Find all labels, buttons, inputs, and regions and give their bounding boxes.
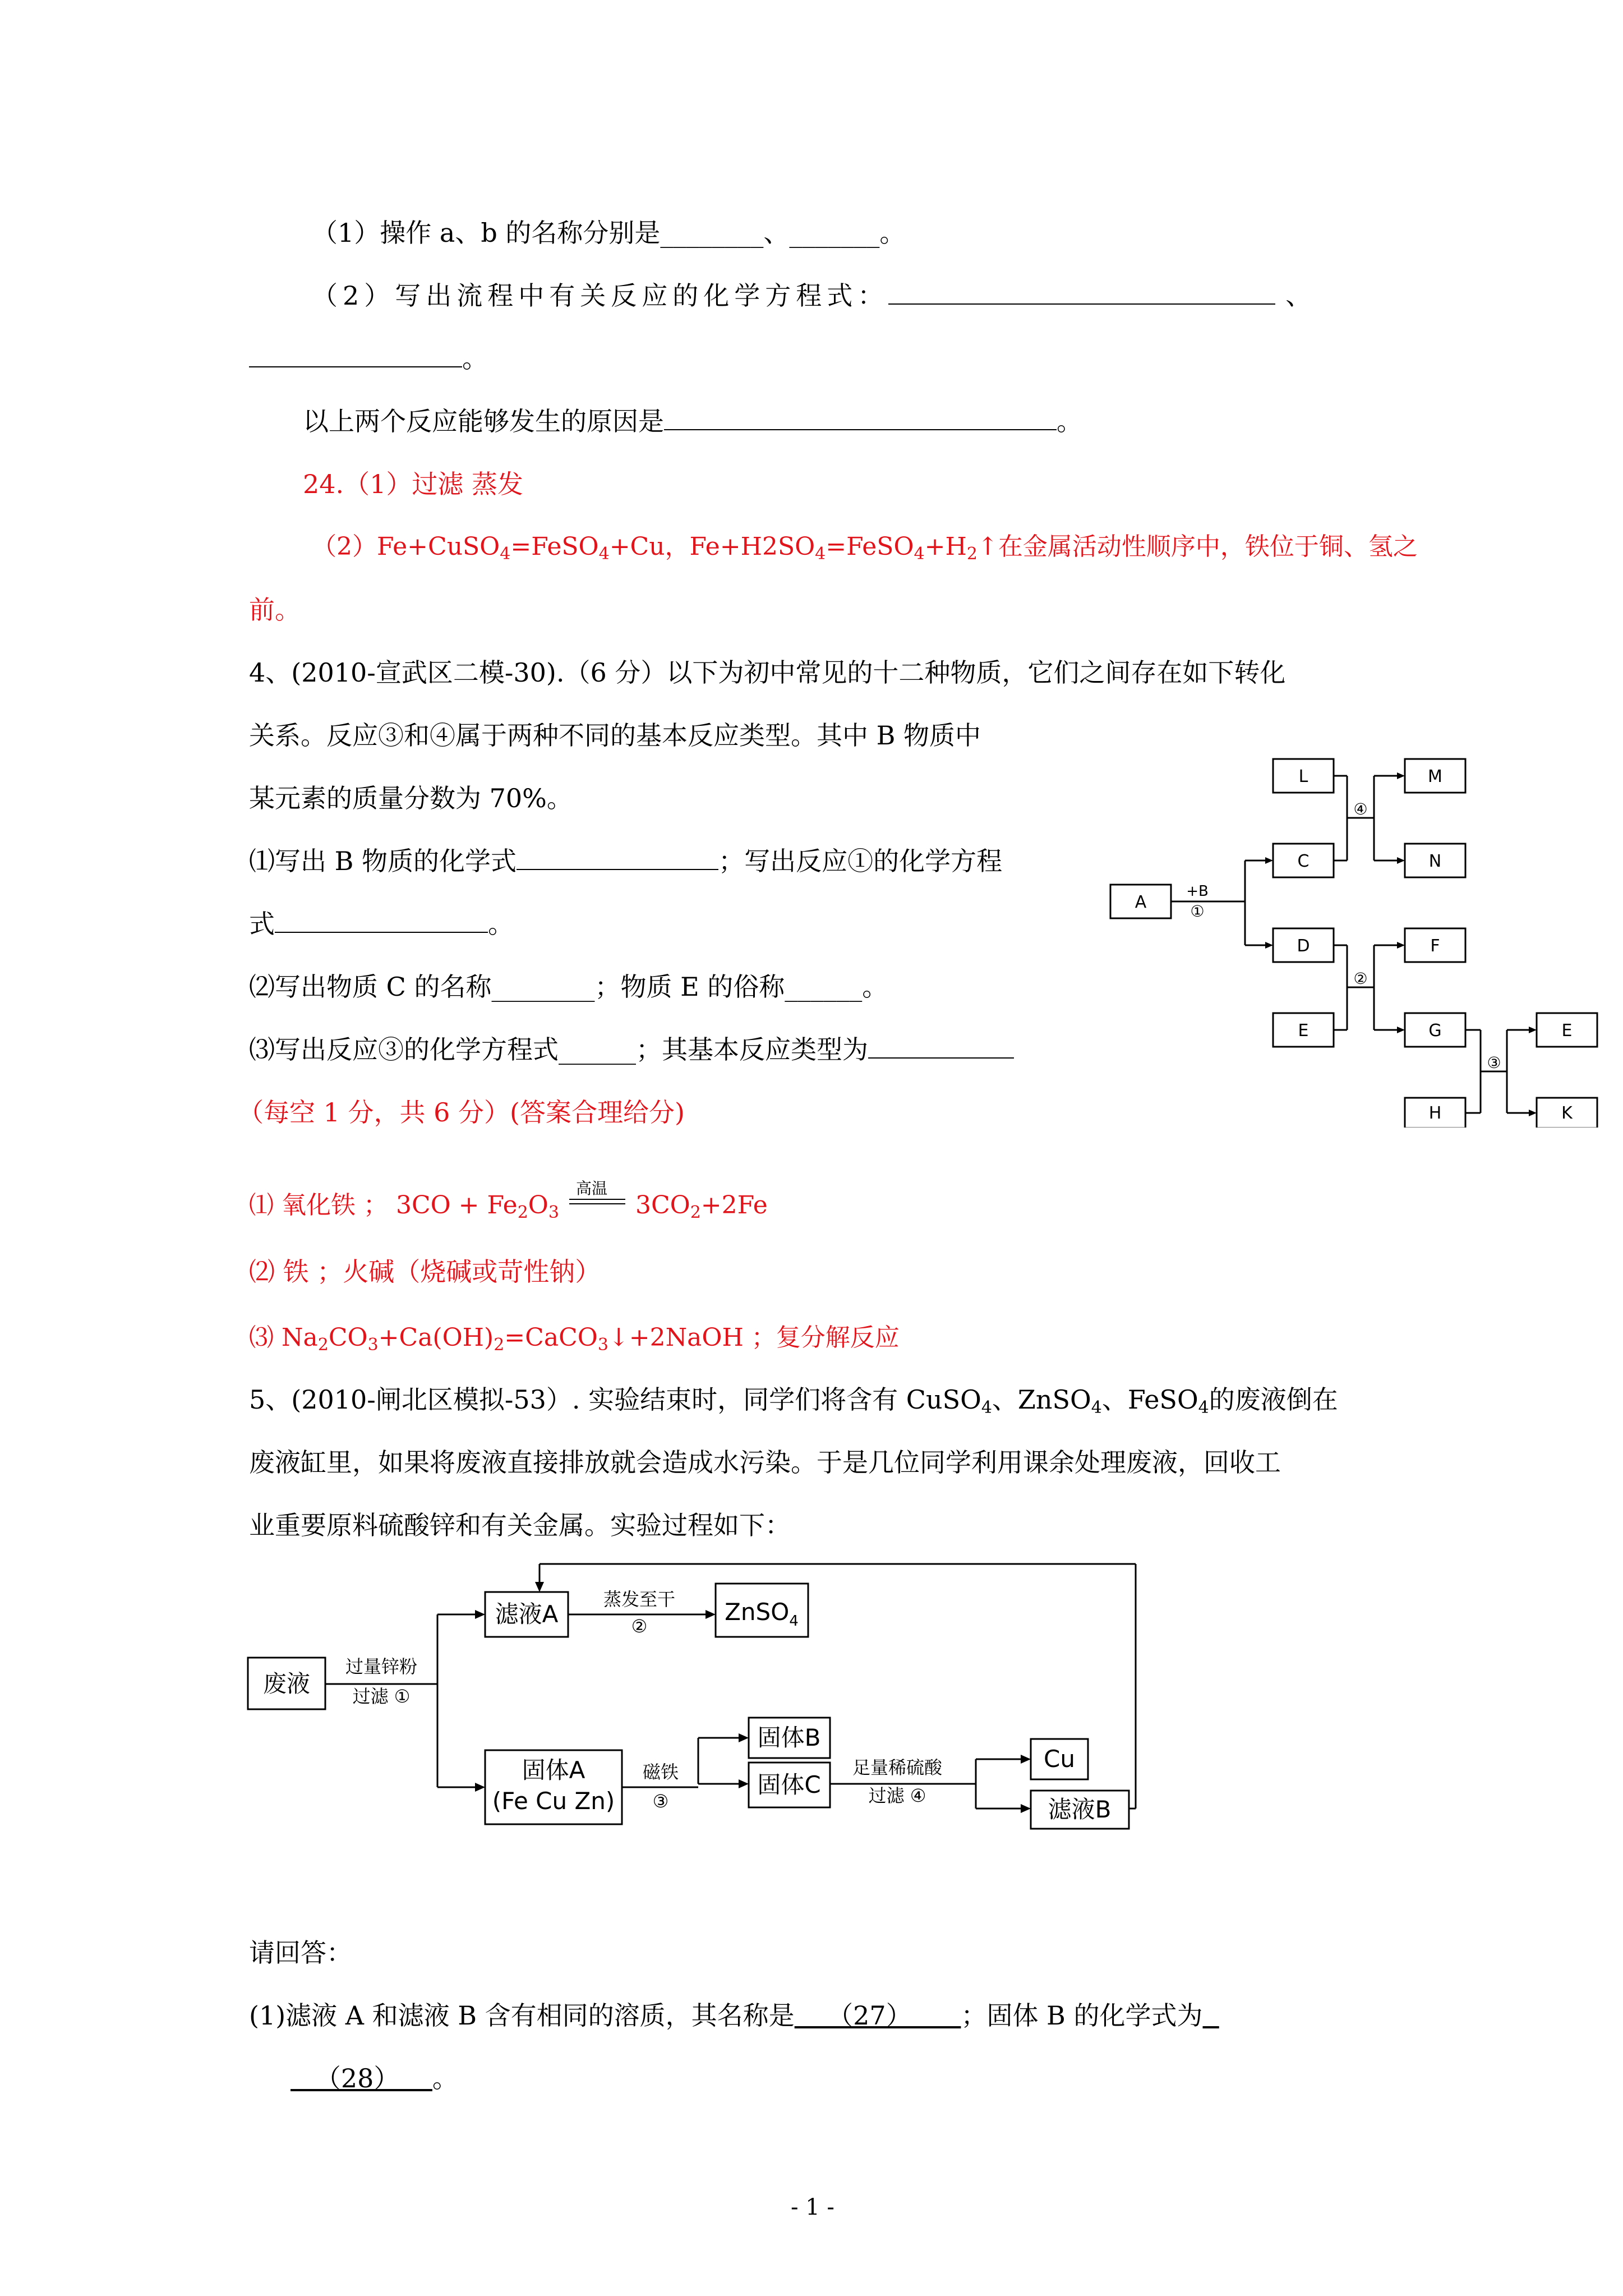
node-E-product: E [1561,1021,1573,1041]
step-1-label: 过滤 ① [352,1686,411,1707]
answer-blank[interactable] [888,279,1275,305]
node-G: G [1428,1021,1442,1041]
q3-line3: 。 [249,342,488,375]
page-number: - 1 - [791,2194,834,2220]
magnet-label: 磁铁 [642,1761,679,1783]
q5-line3: 业重要原料硫酸锌和有关金属。实验过程如下： [249,1510,791,1540]
blank-28[interactable]: （28） [291,2063,432,2093]
q4-line7: ⑶写出反应③的化学方程式______；其基本反应类型为 [249,1033,1014,1066]
reagent-zinc-label: 过量锌粉 [345,1656,418,1677]
step-2-label: ② [631,1616,648,1637]
node-solid-B: 固体B [757,1724,821,1751]
q4-ans-head: （每空 1 分，共 6 分）(答案合理给分) [238,1097,685,1128]
answer-blank[interactable] [249,342,462,367]
q3-line1: （1）操作 a、b 的名称分别是________、_______。 [312,218,906,248]
q5-flow-diagram [241,1554,1150,1846]
evaporate-label: 蒸发至干 [603,1589,676,1610]
reaction-4-label: ④ [1353,800,1368,818]
q5-answer-1: (1)滤液 A 和滤液 B 含有相同的溶质，其名称是 （27） ；固体 B 的化学式为 [249,1999,1219,2032]
node-A: A [1135,892,1147,912]
node-filtrate-B: 滤液B [1048,1796,1112,1823]
acid-label: 足量稀硫酸 [852,1757,943,1778]
q4-line2: 关系。反应③和④属于两种不同的基本反应类型。其中 B 物质中 [249,720,981,751]
reaction-3-label: ③ [1487,1053,1501,1072]
node-H: H [1428,1103,1442,1123]
ans24-line1: 24.（1）过滤 蒸发 [303,469,524,499]
node-solid-A-composition: (Fe Cu Zn) [492,1787,615,1815]
q4-ans-2: ⑵ 铁 ；火碱（烧碱或苛性钠） [249,1257,601,1287]
q4-line4: ⑴写出 B 物质的化学式 ；写出反应①的化学方程 [249,844,1002,878]
node-solid-C: 固体C [757,1771,821,1798]
node-M: M [1428,767,1442,786]
ans24-line3: 前。 [249,595,301,625]
node-waste: 废液 [262,1670,311,1697]
q4-line5: 式 。 [249,907,514,941]
blank-28-start[interactable] [1203,2000,1219,2031]
answer-blank[interactable] [868,1033,1014,1059]
node-F: F [1430,936,1440,956]
node-N: N [1428,852,1442,871]
node-znso4: ZnSO$_4$ [725,1598,799,1630]
node-D: D [1297,936,1310,956]
q3-line2: （2）写出流程中有关反应的化学方程式： 、 [312,279,1316,312]
q5-ask: 请回答： [249,1938,352,1968]
node-E: E [1298,1021,1309,1041]
blank-27[interactable]: （27） [794,2000,961,2031]
reaction-condition: 高温 [569,1191,625,1213]
q4-ans-1: ⑴ 氧化铁 ； $3CO + Fe_2O_3$ 高温 $3CO_2+2Fe$ [249,1179,768,1222]
ans24-line2: （2）Fe+CuSO$_4$=FeSO$_4$+Cu，$Fe+H2SO_4=FeSO_4+H_2↑$在金属活动性顺序中，铁位于铜、氢之 [312,532,1418,564]
q4-line1: 4、(2010-宣武区二模-30).（6 分）以下为初中常见的十二种物质，它们之间存在如下转化 [249,657,1286,688]
reaction-2-label: ② [1353,969,1368,988]
reaction-1-label: ① [1190,902,1205,921]
node-K: K [1561,1103,1573,1123]
node-C: C [1297,852,1310,871]
answer-blank[interactable] [517,844,718,870]
step-4-label: 过滤 ④ [868,1785,926,1806]
answer-blank[interactable] [664,404,1057,430]
q5-line2: 废液缸里，如果将废液直接排放就会造成水污染。于是几位同学利用课余处理废液，回收工 [249,1447,1281,1478]
step-3-label: ③ [652,1791,669,1812]
q4-relation-diagram [1094,752,1623,1128]
q4-ans-3: ⑶ $Na_2CO_3+Ca(OH)_2=CaCO_3↓+2NaOH$ ；复分解反应 [249,1323,900,1355]
node-L: L [1298,767,1308,786]
q4-line6: ⑵写出物质 C 的名称________；物质 E 的俗称______。 [249,972,888,1002]
q5-line1: 5、(2010-闸北区模拟-53）. 实验结束时，同学们将含有 CuSO$_4$、ZnSO$_4$、FeSO$_4$的废液倒在 [249,1384,1338,1418]
q4-line3: 某元素的质量分数为 70%。 [249,783,573,813]
q5-answer-1-cont: （28） 。 [291,2063,458,2093]
reagent-label: +B [1186,883,1209,900]
q3-line4: 以上两个反应能够发生的原因是 。 [303,404,1082,438]
answer-blank[interactable] [275,907,488,933]
node-cu: Cu [1044,1745,1075,1773]
node-solid-A: 固体A [522,1756,585,1784]
node-filtrate-A: 滤液A [495,1600,559,1628]
